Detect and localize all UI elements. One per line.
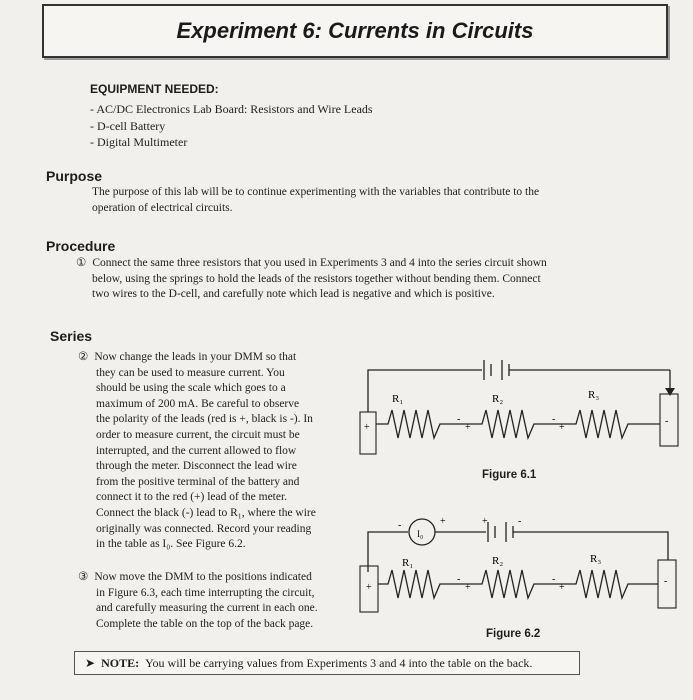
equipment-item: - Digital Multimeter	[90, 135, 188, 149]
procedure-step-1	[76, 256, 636, 303]
arrow-icon: ➤	[85, 655, 96, 670]
label-plus: +	[440, 516, 446, 527]
series-step-2	[78, 350, 358, 553]
figure-6-1-caption: Figure 6.1	[482, 469, 537, 481]
label-minus: -	[664, 576, 668, 587]
step-2-line: through the meter. Disconnect the lead wire	[96, 460, 297, 473]
step-1-line: below, using the springs to hold the leads of the resistors together without bending them. Connect	[92, 272, 541, 285]
step-3-line: and carefully measuring the current in each one.	[96, 602, 318, 615]
label-minus: -	[457, 574, 461, 585]
label-minus: -	[552, 574, 556, 585]
series-step-3	[78, 570, 358, 632]
label-plus: +	[559, 422, 565, 433]
equipment-item: - D-cell Battery	[90, 118, 166, 133]
label-r2: R₂	[492, 393, 504, 405]
figure-6-1-circuit	[352, 352, 682, 462]
step-2-line: interrupted, and the current allowed to flow	[96, 444, 297, 457]
page-title: Experiment 6: Currents in Circuits	[176, 18, 534, 43]
step-2-line: Connect the black (-) lead to R₁, where the wire	[96, 506, 316, 519]
equipment-list	[90, 101, 373, 151]
series-heading: Series	[50, 328, 93, 344]
purpose-text	[92, 185, 632, 216]
step-2-line: maximum of 200 mA. Be careful to observe	[96, 397, 300, 410]
label-r2: R₂	[492, 555, 504, 567]
label-plus: +	[559, 582, 565, 593]
equipment-heading: EQUIPMENT NEEDED:	[90, 82, 219, 96]
step-2-line: should be using the scale which goes to a	[96, 382, 286, 395]
step-3-line: Now move the DMM to the positions indicated	[94, 571, 312, 583]
resistor-r1	[378, 570, 452, 598]
resistor-r2	[472, 570, 548, 598]
label-r3: R₃	[588, 389, 600, 401]
label-plus: +	[465, 422, 471, 433]
note-box	[74, 651, 580, 675]
label-minus: -	[552, 414, 556, 425]
step-2-line: they can be used to measure current. You	[96, 366, 285, 379]
ammeter-label: I₀	[417, 529, 424, 539]
note-label: NOTE:	[101, 655, 140, 670]
terminal-right	[660, 394, 678, 446]
title-box	[42, 4, 668, 58]
step-1-line: two wires to the D-cell, and carefully note which lead is negative and which is positive.	[92, 288, 495, 300]
step-2-line: in the table as I₀. See Figure 6.2.	[96, 538, 246, 551]
procedure-heading: Procedure	[46, 238, 116, 254]
resistor-r3	[566, 410, 660, 438]
step-2-number: ②	[78, 351, 89, 363]
label-plus: +	[482, 516, 488, 527]
step-3-number: ③	[78, 571, 89, 583]
step-1-number: ①	[76, 257, 87, 269]
step-1-line: Connect the same three resistors that you used in Experiments 3 and 4 into the series circuit shown	[92, 257, 547, 269]
step-2-line: the polarity of the leads (red is +, black is -). In	[96, 413, 313, 426]
purpose-line: The purpose of this lab will be to continue experimenting with the variables that contribute to the	[92, 186, 540, 198]
figure-6-2-caption: Figure 6.2	[486, 628, 541, 640]
resistor-r3	[566, 570, 658, 598]
step-2-line: from the positive terminal of the battery and	[96, 475, 300, 488]
label-plus: +	[465, 582, 471, 593]
label-minus: -	[457, 414, 461, 425]
arrow-head	[665, 388, 675, 396]
figure-6-2-circuit	[352, 508, 682, 620]
label-plus: +	[366, 582, 372, 593]
equipment-item: - AC/DC Electronics Lab Board: Resistors and Wire Leads	[90, 102, 373, 116]
purpose-line: operation of electrical circuits.	[92, 201, 233, 214]
step-2-line: connect it to the red (+) lead of the meter.	[96, 491, 288, 504]
step-2-line: order to measure current, the circuit must be	[96, 428, 300, 441]
terminal-left	[360, 412, 376, 454]
label-minus: -	[398, 520, 402, 531]
step-3-line: in Figure 6.3, each time interrupting the circuit,	[96, 586, 315, 599]
wire	[368, 370, 482, 412]
step-3-line: Complete the table on the top of the back page.	[96, 617, 314, 630]
step-2-line: originally was connected. Record your reading	[96, 522, 312, 535]
note-text: You will be carrying values from Experiments 3 and 4 into the table on the back.	[145, 655, 533, 670]
label-minus: -	[518, 516, 522, 527]
resistor-r2	[472, 410, 548, 438]
label-r1: R₁	[402, 557, 414, 569]
step-2-line: Now change the leads in your DMM so that	[94, 351, 297, 363]
label-r1: R₁	[392, 393, 404, 405]
label-minus: -	[665, 416, 669, 427]
purpose-heading: Purpose	[46, 168, 103, 184]
resistor-r1	[376, 410, 452, 438]
label-r3: R₃	[590, 553, 602, 565]
label-plus: +	[364, 422, 370, 433]
